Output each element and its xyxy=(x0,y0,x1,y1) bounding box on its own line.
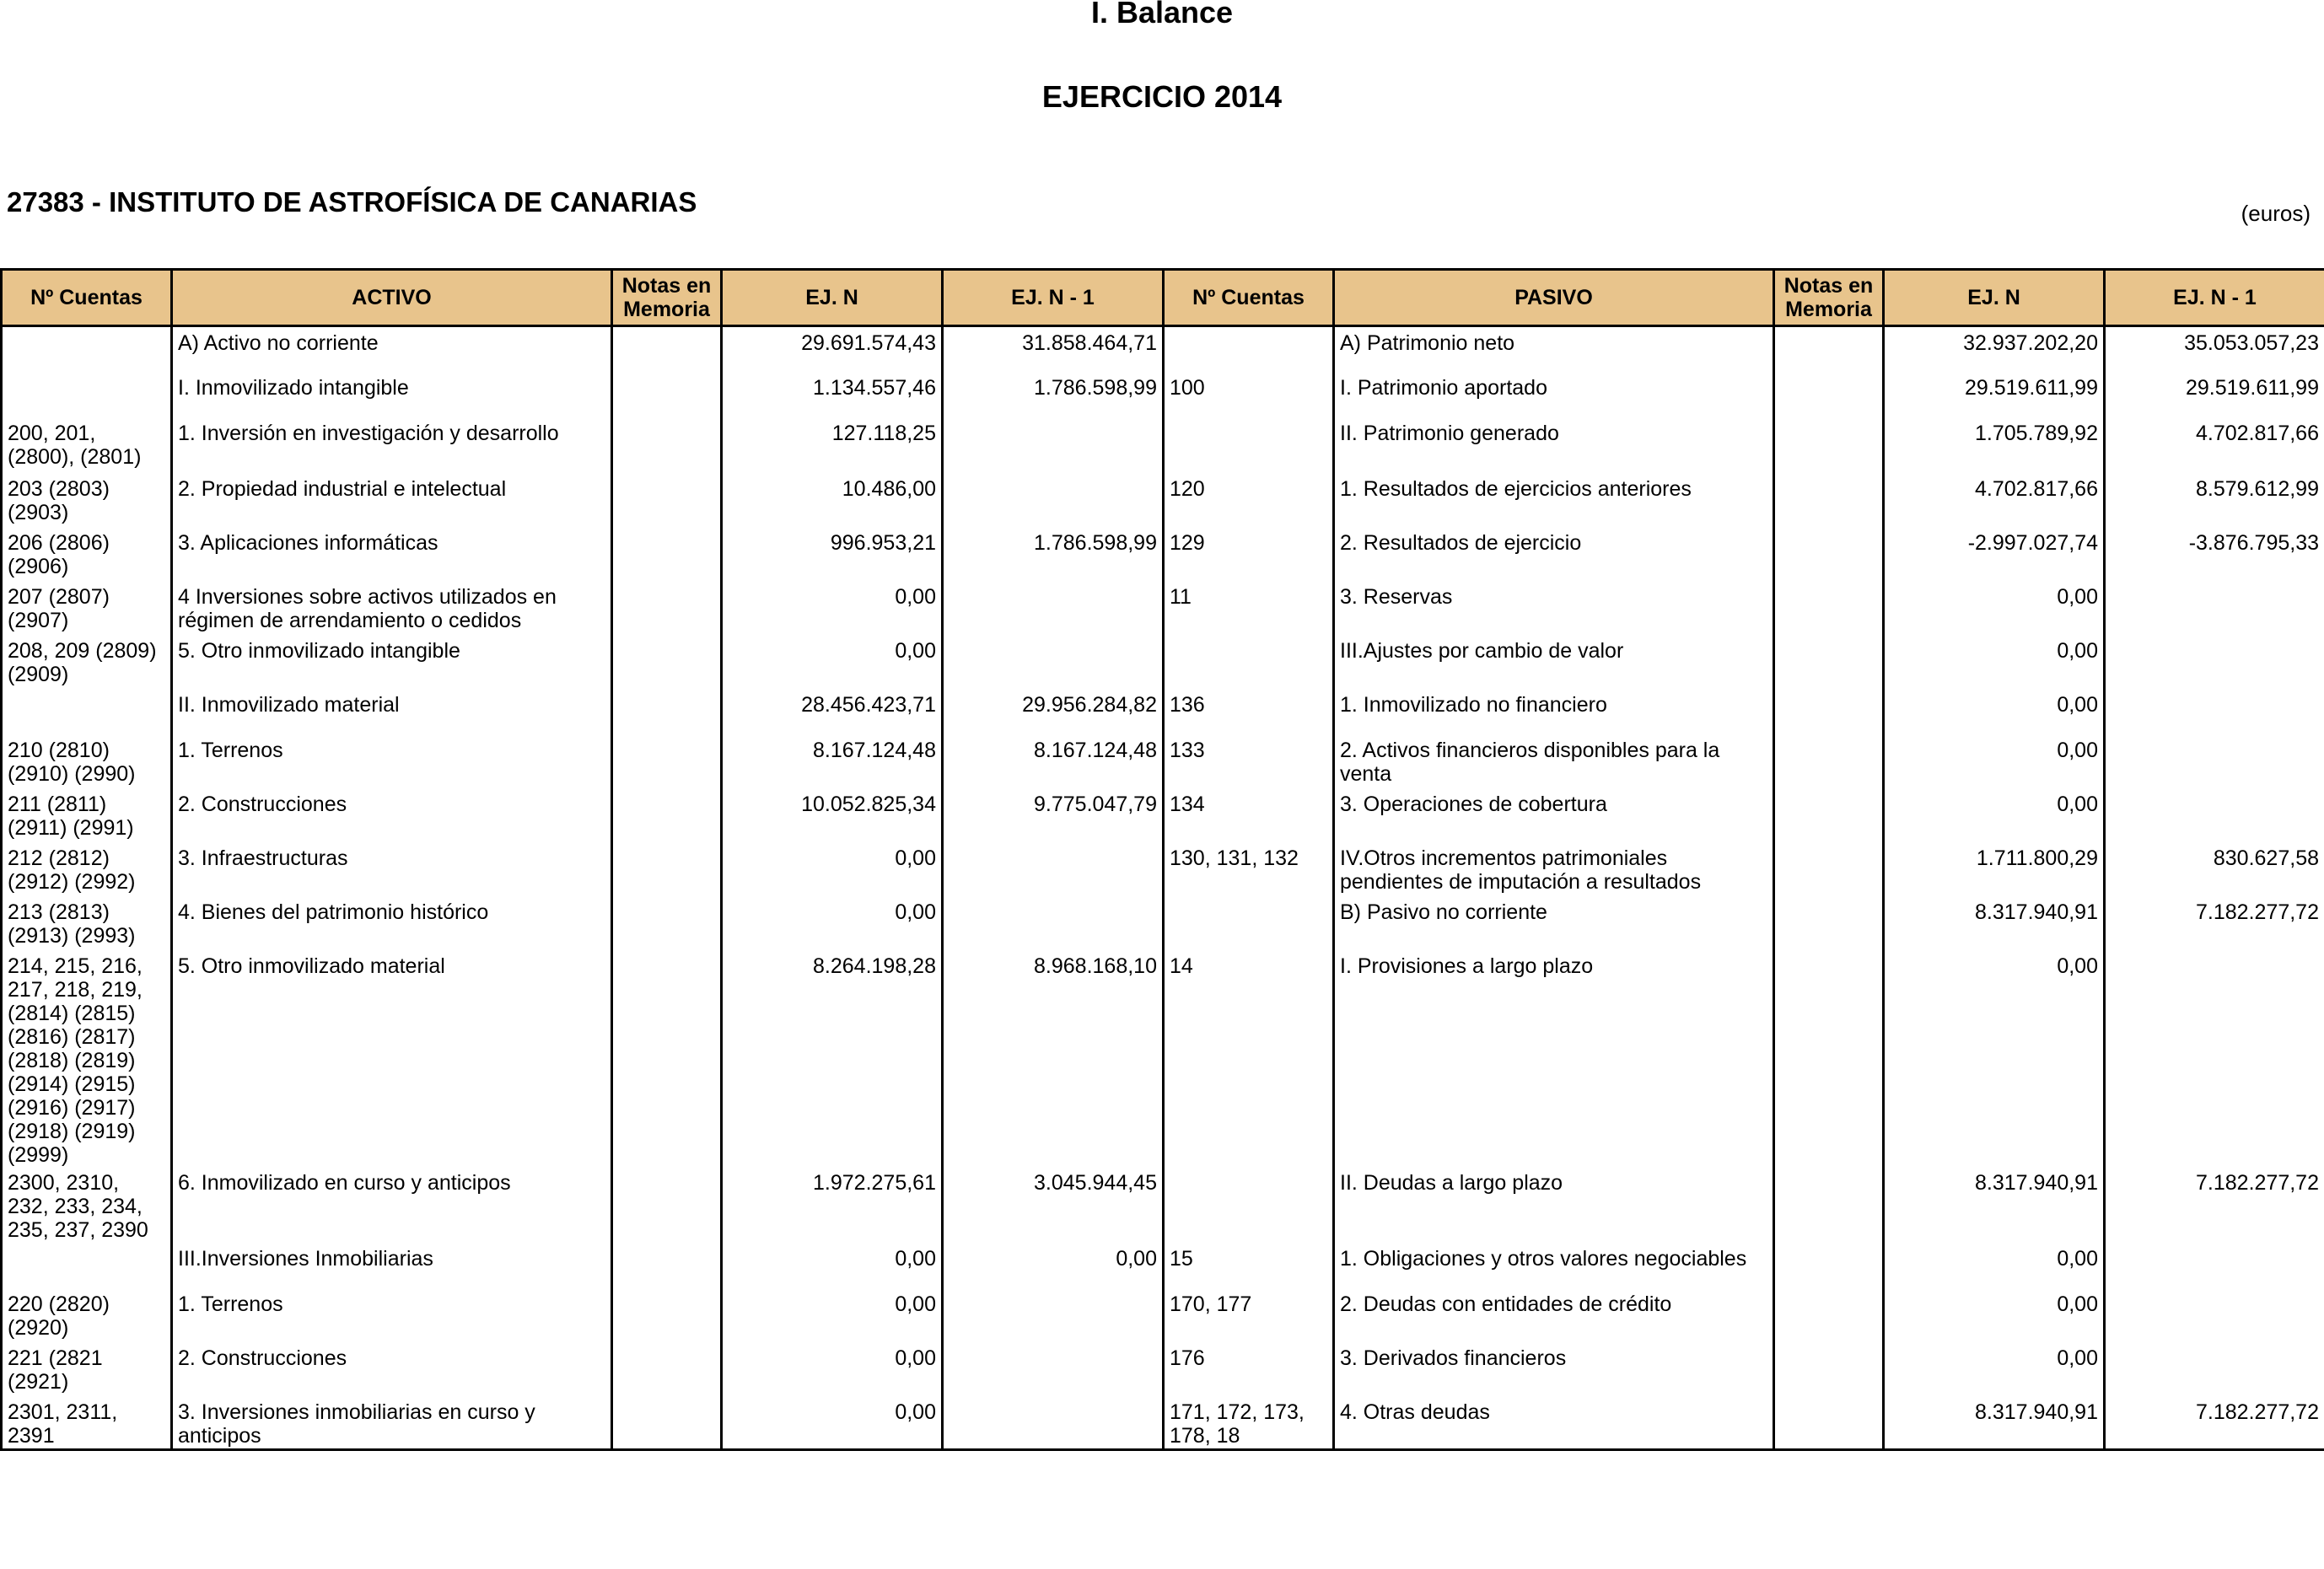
col-header-ejn-activo: EJ. N xyxy=(722,270,943,326)
account-codes-activo xyxy=(2,326,172,372)
notas-pasivo xyxy=(1774,1167,1884,1243)
account-codes-pasivo xyxy=(1164,417,1334,473)
account-codes-pasivo xyxy=(1164,326,1334,372)
pasivo-ej-n1 xyxy=(2105,581,2324,635)
activo-ej-n: 1.134.557,46 xyxy=(722,372,943,417)
notas-pasivo xyxy=(1774,473,1884,527)
account-codes-activo: 210 (2810) (2910) (2990) xyxy=(2,734,172,788)
pasivo-ej-n: 8.317.940,91 xyxy=(1884,896,2105,950)
notas-pasivo xyxy=(1774,527,1884,581)
pasivo-ej-n: 0,00 xyxy=(1884,1342,2105,1396)
activo-ej-n: 29.691.574,43 xyxy=(722,326,943,372)
activo-ej-n1: 3.045.944,45 xyxy=(943,1167,1164,1243)
col-header-ejn-pasivo: EJ. N xyxy=(1884,270,2105,326)
balance-table xyxy=(0,268,2324,1451)
account-codes-activo: 214, 215, 216, 217, 218, 219, (2814) (2815) (2816) (2817) (2818) (2819) (2914) (2915) (2916) (2917) (2918) (2919) (2999) xyxy=(2,950,172,1167)
notas-pasivo xyxy=(1774,896,1884,950)
pasivo-label: 2. Resultados de ejercicio xyxy=(1334,527,1774,581)
col-header-cuentas-pasivo: Nº Cuentas xyxy=(1164,270,1334,326)
entity-name: 27383 - INSTITUTO DE ASTROFÍSICA DE CANARIAS xyxy=(7,186,697,218)
pasivo-ej-n: 0,00 xyxy=(1884,635,2105,689)
account-codes-activo: 200, 201, (2800), (2801) xyxy=(2,417,172,473)
table-row xyxy=(2,1167,2324,1243)
activo-label: III.Inversiones Inmobiliarias xyxy=(172,1243,612,1288)
notas-pasivo xyxy=(1774,1342,1884,1396)
pasivo-ej-n: 0,00 xyxy=(1884,734,2105,788)
pasivo-label: III.Ajustes por cambio de valor xyxy=(1334,635,1774,689)
activo-label: A) Activo no corriente xyxy=(172,326,612,372)
pasivo-label: 3. Operaciones de cobertura xyxy=(1334,788,1774,842)
notas-pasivo xyxy=(1774,788,1884,842)
notas-pasivo xyxy=(1774,635,1884,689)
table-row xyxy=(2,734,2324,788)
pasivo-ej-n1 xyxy=(2105,635,2324,689)
pasivo-label: 1. Obligaciones y otros valores negociables xyxy=(1334,1243,1774,1288)
account-codes-pasivo xyxy=(1164,1167,1334,1243)
account-codes-activo: 213 (2813) (2913) (2993) xyxy=(2,896,172,950)
notas-activo xyxy=(612,635,722,689)
col-header-notas-activo: Notas en Memoria xyxy=(612,270,722,326)
activo-label: 4. Bienes del patrimonio histórico xyxy=(172,896,612,950)
table-row xyxy=(2,896,2324,950)
pasivo-ej-n1: 7.182.277,72 xyxy=(2105,1396,2324,1450)
account-codes-pasivo: 120 xyxy=(1164,473,1334,527)
activo-label: 5. Otro inmovilizado intangible xyxy=(172,635,612,689)
notas-activo xyxy=(612,1396,722,1450)
account-codes-activo: 2301, 2311, 2391 xyxy=(2,1396,172,1450)
pasivo-ej-n: 0,00 xyxy=(1884,1243,2105,1288)
pasivo-ej-n1 xyxy=(2105,689,2324,734)
account-codes-pasivo: 129 xyxy=(1164,527,1334,581)
activo-ej-n1 xyxy=(943,635,1164,689)
activo-ej-n: 10.052.825,34 xyxy=(722,788,943,842)
pasivo-label: A) Patrimonio neto xyxy=(1334,326,1774,372)
activo-label: 1. Terrenos xyxy=(172,1288,612,1342)
table-row xyxy=(2,581,2324,635)
col-header-ejn1-activo: EJ. N - 1 xyxy=(943,270,1164,326)
account-codes-activo: 207 (2807) (2907) xyxy=(2,581,172,635)
activo-ej-n: 0,00 xyxy=(722,1243,943,1288)
activo-ej-n1: 1.786.598,99 xyxy=(943,527,1164,581)
notas-activo xyxy=(612,788,722,842)
activo-ej-n: 10.486,00 xyxy=(722,473,943,527)
account-codes-activo: 2300, 2310, 232, 233, 234, 235, 237, 2390 xyxy=(2,1167,172,1243)
notas-activo xyxy=(612,473,722,527)
account-codes-pasivo: 133 xyxy=(1164,734,1334,788)
activo-ej-n1 xyxy=(943,581,1164,635)
notas-pasivo xyxy=(1774,1396,1884,1450)
activo-ej-n: 28.456.423,71 xyxy=(722,689,943,734)
account-codes-activo: 220 (2820) (2920) xyxy=(2,1288,172,1342)
activo-ej-n: 1.972.275,61 xyxy=(722,1167,943,1243)
pasivo-ej-n: 0,00 xyxy=(1884,1288,2105,1342)
pasivo-ej-n1: 7.182.277,72 xyxy=(2105,1167,2324,1243)
notas-pasivo xyxy=(1774,1288,1884,1342)
notas-pasivo xyxy=(1774,950,1884,1167)
table-row xyxy=(2,372,2324,417)
activo-ej-n: 0,00 xyxy=(722,581,943,635)
table-row xyxy=(2,950,2324,1167)
notas-activo xyxy=(612,326,722,372)
notas-activo xyxy=(612,1342,722,1396)
activo-label: 1. Inversión en investigación y desarrollo xyxy=(172,417,612,473)
pasivo-ej-n1: 35.053.057,23 xyxy=(2105,326,2324,372)
pasivo-label: 4. Otras deudas xyxy=(1334,1396,1774,1450)
account-codes-activo: 212 (2812) (2912) (2992) xyxy=(2,842,172,896)
account-codes-activo: 206 (2806) (2906) xyxy=(2,527,172,581)
pasivo-ej-n: 29.519.611,99 xyxy=(1884,372,2105,417)
table-row xyxy=(2,326,2324,372)
notas-activo xyxy=(612,1167,722,1243)
table-row xyxy=(2,842,2324,896)
pasivo-ej-n1 xyxy=(2105,1288,2324,1342)
activo-ej-n1 xyxy=(943,473,1164,527)
pasivo-ej-n: 1.705.789,92 xyxy=(1884,417,2105,473)
pasivo-ej-n1 xyxy=(2105,1243,2324,1288)
account-codes-pasivo: 11 xyxy=(1164,581,1334,635)
activo-label: 3. Inversiones inmobiliarias en curso y anticipos xyxy=(172,1396,612,1450)
account-codes-pasivo xyxy=(1164,635,1334,689)
table-body xyxy=(2,326,2324,1450)
activo-ej-n1: 8.968.168,10 xyxy=(943,950,1164,1167)
pasivo-ej-n: 4.702.817,66 xyxy=(1884,473,2105,527)
pasivo-label: 3. Reservas xyxy=(1334,581,1774,635)
notas-activo xyxy=(612,372,722,417)
activo-ej-n: 0,00 xyxy=(722,1342,943,1396)
notas-pasivo xyxy=(1774,372,1884,417)
account-codes-pasivo: 136 xyxy=(1164,689,1334,734)
pasivo-ej-n1: 29.519.611,99 xyxy=(2105,372,2324,417)
notas-activo xyxy=(612,689,722,734)
report-title: I. Balance xyxy=(1090,0,1234,30)
activo-ej-n1 xyxy=(943,1288,1164,1342)
pasivo-ej-n1: 7.182.277,72 xyxy=(2105,896,2324,950)
account-codes-activo: 208, 209 (2809) (2909) xyxy=(2,635,172,689)
pasivo-ej-n: 0,00 xyxy=(1884,788,2105,842)
notas-activo xyxy=(612,581,722,635)
notas-activo xyxy=(612,842,722,896)
account-codes-activo xyxy=(2,372,172,417)
activo-ej-n1: 29.956.284,82 xyxy=(943,689,1164,734)
activo-ej-n: 8.167.124,48 xyxy=(722,734,943,788)
activo-ej-n1 xyxy=(943,417,1164,473)
activo-ej-n1 xyxy=(943,842,1164,896)
pasivo-ej-n1: -3.876.795,33 xyxy=(2105,527,2324,581)
activo-ej-n: 127.118,25 xyxy=(722,417,943,473)
notas-pasivo xyxy=(1774,326,1884,372)
table-header-row xyxy=(2,270,2324,326)
col-header-cuentas-activo: Nº Cuentas xyxy=(2,270,172,326)
pasivo-ej-n: 8.317.940,91 xyxy=(1884,1396,2105,1450)
pasivo-label: I. Patrimonio aportado xyxy=(1334,372,1774,417)
activo-label: 5. Otro inmovilizado material xyxy=(172,950,612,1167)
pasivo-ej-n1: 830.627,58 xyxy=(2105,842,2324,896)
pasivo-ej-n: 0,00 xyxy=(1884,950,2105,1167)
account-codes-pasivo: 176 xyxy=(1164,1342,1334,1396)
notas-pasivo xyxy=(1774,689,1884,734)
pasivo-label: 1. Inmovilizado no financiero xyxy=(1334,689,1774,734)
activo-label: II. Inmovilizado material xyxy=(172,689,612,734)
activo-ej-n: 996.953,21 xyxy=(722,527,943,581)
activo-label: 3. Aplicaciones informáticas xyxy=(172,527,612,581)
account-codes-pasivo: 130, 131, 132 xyxy=(1164,842,1334,896)
pasivo-label: II. Deudas a largo plazo xyxy=(1334,1167,1774,1243)
activo-ej-n1: 1.786.598,99 xyxy=(943,372,1164,417)
pasivo-ej-n: 8.317.940,91 xyxy=(1884,1167,2105,1243)
activo-label: 6. Inmovilizado en curso y anticipos xyxy=(172,1167,612,1243)
pasivo-ej-n: -2.997.027,74 xyxy=(1884,527,2105,581)
col-header-notas-pasivo: Notas en Memoria xyxy=(1774,270,1884,326)
activo-label: 2. Construcciones xyxy=(172,1342,612,1396)
notas-pasivo xyxy=(1774,581,1884,635)
notas-pasivo xyxy=(1774,734,1884,788)
account-codes-pasivo: 100 xyxy=(1164,372,1334,417)
table-row xyxy=(2,635,2324,689)
account-codes-pasivo xyxy=(1164,896,1334,950)
notas-pasivo xyxy=(1774,1243,1884,1288)
notas-activo xyxy=(612,417,722,473)
activo-ej-n1 xyxy=(943,896,1164,950)
pasivo-ej-n: 1.711.800,29 xyxy=(1884,842,2105,896)
account-codes-activo: 211 (2811) (2911) (2991) xyxy=(2,788,172,842)
account-codes-activo: 221 (2821 (2921) xyxy=(2,1342,172,1396)
activo-ej-n: 0,00 xyxy=(722,842,943,896)
activo-ej-n1: 9.775.047,79 xyxy=(943,788,1164,842)
col-header-pasivo: PASIVO xyxy=(1334,270,1774,326)
account-codes-pasivo: 171, 172, 173, 178, 18 xyxy=(1164,1396,1334,1450)
fiscal-year-title: EJERCICIO 2014 xyxy=(1041,79,1283,114)
table-row xyxy=(2,417,2324,473)
table-row xyxy=(2,527,2324,581)
table-row xyxy=(2,1396,2324,1450)
activo-ej-n1: 8.167.124,48 xyxy=(943,734,1164,788)
activo-ej-n: 0,00 xyxy=(722,1288,943,1342)
notas-activo xyxy=(612,1288,722,1342)
currency-units: (euros) xyxy=(2241,201,2311,226)
col-header-activo: ACTIVO xyxy=(172,270,612,326)
activo-ej-n: 0,00 xyxy=(722,1396,943,1450)
pasivo-label: I. Provisiones a largo plazo xyxy=(1334,950,1774,1167)
notas-activo xyxy=(612,527,722,581)
account-codes-pasivo: 134 xyxy=(1164,788,1334,842)
table-row xyxy=(2,1288,2324,1342)
table-row xyxy=(2,473,2324,527)
account-codes-activo xyxy=(2,1243,172,1288)
pasivo-label: 2. Activos financieros disponibles para la venta xyxy=(1334,734,1774,788)
pasivo-ej-n: 0,00 xyxy=(1884,689,2105,734)
activo-ej-n: 0,00 xyxy=(722,896,943,950)
pasivo-ej-n1 xyxy=(2105,734,2324,788)
activo-label: 3. Infraestructuras xyxy=(172,842,612,896)
notas-activo xyxy=(612,896,722,950)
col-header-ejn1-pasivo: EJ. N - 1 xyxy=(2105,270,2324,326)
activo-ej-n1: 31.858.464,71 xyxy=(943,326,1164,372)
activo-ej-n1 xyxy=(943,1342,1164,1396)
pasivo-ej-n: 32.937.202,20 xyxy=(1884,326,2105,372)
pasivo-label: B) Pasivo no corriente xyxy=(1334,896,1774,950)
activo-label: 2. Construcciones xyxy=(172,788,612,842)
table-row xyxy=(2,689,2324,734)
pasivo-ej-n1: 8.579.612,99 xyxy=(2105,473,2324,527)
account-codes-pasivo: 15 xyxy=(1164,1243,1334,1288)
pasivo-label: 2. Deudas con entidades de crédito xyxy=(1334,1288,1774,1342)
notas-pasivo xyxy=(1774,417,1884,473)
table-row xyxy=(2,1342,2324,1396)
pasivo-ej-n1 xyxy=(2105,788,2324,842)
account-codes-pasivo: 170, 177 xyxy=(1164,1288,1334,1342)
activo-ej-n: 0,00 xyxy=(722,635,943,689)
account-codes-activo xyxy=(2,689,172,734)
pasivo-label: IV.Otros incrementos patrimoniales pendientes de imputación a resultados xyxy=(1334,842,1774,896)
notas-activo xyxy=(612,734,722,788)
activo-label: I. Inmovilizado intangible xyxy=(172,372,612,417)
notas-activo xyxy=(612,1243,722,1288)
account-codes-activo: 203 (2803) (2903) xyxy=(2,473,172,527)
activo-label: 1. Terrenos xyxy=(172,734,612,788)
pasivo-ej-n1: 4.702.817,66 xyxy=(2105,417,2324,473)
table-row xyxy=(2,788,2324,842)
activo-ej-n1 xyxy=(943,1396,1164,1450)
activo-label: 2. Propiedad industrial e intelectual xyxy=(172,473,612,527)
pasivo-label: 1. Resultados de ejercicios anteriores xyxy=(1334,473,1774,527)
activo-ej-n: 8.264.198,28 xyxy=(722,950,943,1167)
pasivo-label: II. Patrimonio generado xyxy=(1334,417,1774,473)
notas-activo xyxy=(612,950,722,1167)
account-codes-pasivo: 14 xyxy=(1164,950,1334,1167)
pasivo-ej-n1 xyxy=(2105,1342,2324,1396)
notas-pasivo xyxy=(1774,842,1884,896)
pasivo-ej-n1 xyxy=(2105,950,2324,1167)
pasivo-ej-n: 0,00 xyxy=(1884,581,2105,635)
activo-label: 4 Inversiones sobre activos utilizados en régimen de arrendamiento o cedidos xyxy=(172,581,612,635)
table-row xyxy=(2,1243,2324,1288)
pasivo-label: 3. Derivados financieros xyxy=(1334,1342,1774,1396)
activo-ej-n1: 0,00 xyxy=(943,1243,1164,1288)
